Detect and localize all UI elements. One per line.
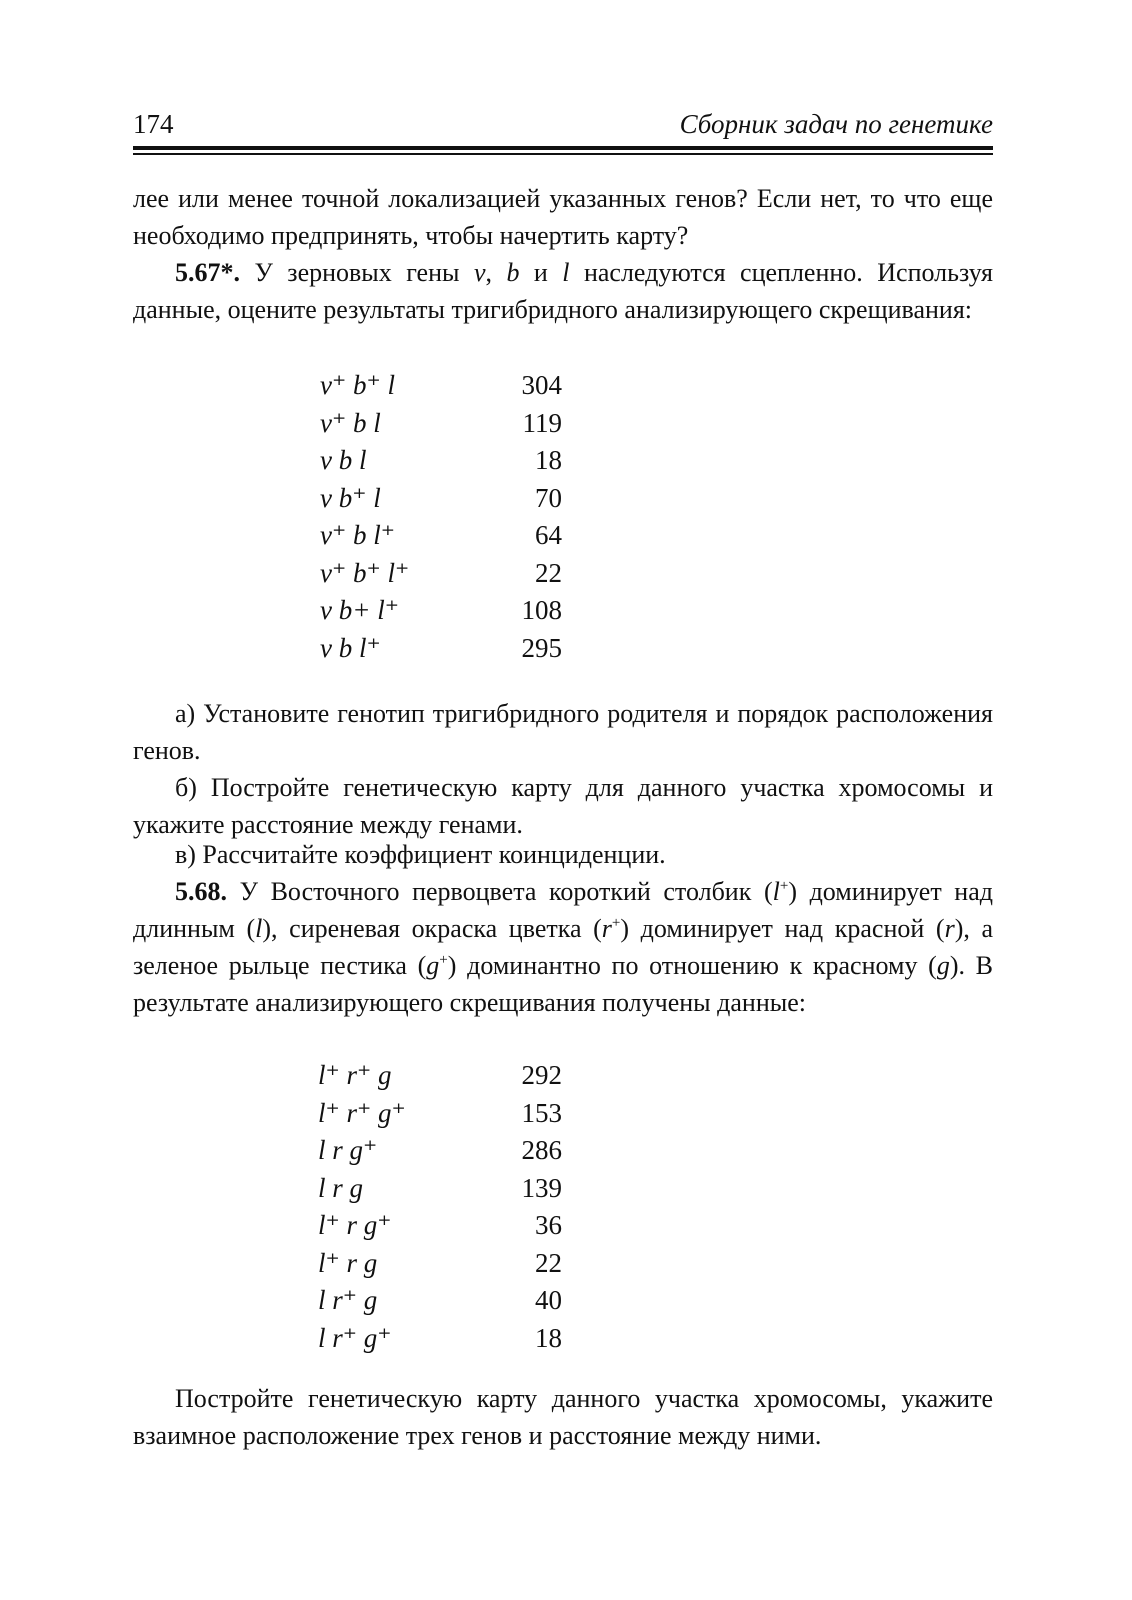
count-cell: 286 [521, 1135, 562, 1165]
statement-text: ), а зеленое рыльце пестика ( [133, 914, 994, 980]
cross-results-table-5-67 [320, 370, 562, 670]
genotype-cell: v⁺ b⁺ l [320, 370, 395, 400]
table-row [320, 370, 562, 408]
count-cell: 18 [535, 1322, 562, 1353]
problem-number: 5.67*. [175, 258, 240, 287]
table-row [318, 1173, 562, 1211]
table-row [318, 1135, 562, 1173]
table-row [320, 408, 562, 446]
count-cell: 108 [521, 595, 562, 625]
statement-text: , [485, 258, 507, 287]
genotype-cell: l r g⁺ [318, 1135, 378, 1165]
count-cell: 36 [535, 1210, 562, 1240]
page-number: 174 [133, 109, 174, 139]
count-cell: 304 [521, 370, 562, 400]
problem-5-67-statement [133, 254, 993, 328]
gene-symbol: r [601, 914, 612, 943]
statement-text: У зерновых гены [240, 258, 474, 287]
genotype-cell: v b l [320, 445, 367, 475]
table-row [318, 1285, 562, 1323]
table-row [320, 483, 562, 521]
genotype-cell: v⁺ b⁺ l⁺ [320, 557, 410, 588]
count-cell: 292 [521, 1060, 562, 1090]
gene-symbol: v [473, 258, 486, 287]
statement-text: ), сиреневая окраска цветка ( [262, 914, 602, 943]
gene-symbol: b [506, 258, 520, 287]
statement-text: ) доминирует над красной ( [620, 914, 945, 943]
genotype-cell: l r g [318, 1172, 364, 1203]
count-cell: 64 [535, 520, 562, 550]
gene-symbol: g [426, 951, 440, 980]
plus-mark: + [439, 952, 448, 968]
genotype-cell: v⁺ b l⁺ [320, 520, 395, 550]
table-row [318, 1098, 562, 1136]
genotype-cell: v b⁺ l [320, 482, 381, 513]
question-c: в) Рассчитайте коэффициент коинциденции. [175, 840, 666, 869]
table-row [320, 520, 562, 558]
header-rule-thick [133, 146, 993, 150]
question-b: б) Постройте генетическую карту для данного участка хромосомы и укажите расстояние между генами. [133, 773, 993, 839]
count-cell: 295 [521, 632, 562, 663]
plus-mark: + [611, 915, 621, 931]
running-title: Сборник задач по генетике [679, 109, 993, 139]
statement-text: ) доминирует над длинным ( [133, 877, 993, 943]
genotype-cell: l⁺ r⁺ g⁺ [318, 1097, 406, 1128]
problem-5-68-statement [133, 873, 993, 1021]
table-row [320, 558, 562, 596]
table-row [318, 1210, 562, 1248]
table-row [320, 595, 562, 633]
header-rule-thin [133, 153, 993, 155]
count-cell: 139 [521, 1172, 562, 1203]
cross-results-table-5-68 [318, 1060, 562, 1360]
count-cell: 40 [535, 1285, 562, 1315]
genotype-cell: v⁺ b l [320, 407, 381, 438]
table-row [318, 1323, 562, 1361]
genotype-cell: l⁺ r g [318, 1247, 378, 1278]
statement-text: и [519, 258, 563, 287]
closing-task: Постройте генетическую карту данного участка хромосомы, укажите взаимное расположение трех генов и расстояние между ними. [133, 1384, 993, 1450]
statement-text: наследуются сцепленно. Используя данные, оцените результаты тригибридного анализирующего скрещивания: [133, 258, 994, 324]
plus-mark: + [779, 878, 789, 894]
count-cell: 22 [535, 557, 562, 588]
genotype-cell: l⁺ r g⁺ [318, 1210, 392, 1240]
intro-paragraph: лее или менее точной локализацией указанных генов? Если нет, то что еще необходимо предпринять, чтобы начертить карту? [133, 184, 993, 250]
count-cell: 119 [522, 407, 562, 438]
table-row [318, 1248, 562, 1286]
gene-symbol: g [936, 951, 950, 980]
gene-symbol: l [772, 877, 780, 906]
statement-text: ). В результате анализирующего скрещивания получены данные: [133, 951, 993, 1017]
genotype-cell: v b l⁺ [320, 632, 381, 663]
statement-text: У Восточного первоцвета короткий столбик ( [227, 877, 773, 906]
statement-text: ) доминантно по отношению к красному ( [447, 951, 937, 980]
genotype-cell: v b+ l⁺ [320, 595, 399, 625]
genotype-cell: l r⁺ g⁺ [318, 1322, 392, 1353]
table-row [320, 445, 562, 483]
gene-symbol: l [562, 258, 570, 287]
question-a: а) Установите генотип тригибридного родителя и порядок расположения генов. [133, 699, 993, 765]
count-cell: 18 [535, 445, 562, 475]
count-cell: 153 [521, 1097, 562, 1128]
count-cell: 70 [535, 482, 562, 513]
genotype-cell: l r⁺ g [318, 1285, 378, 1315]
count-cell: 22 [535, 1247, 562, 1278]
genotype-cell: l⁺ r⁺ g [318, 1060, 392, 1090]
problem-number: 5.68. [175, 877, 227, 906]
gene-symbol: r [944, 914, 955, 943]
table-row [318, 1060, 562, 1098]
page-header [133, 100, 993, 140]
gene-symbol: l [255, 914, 263, 943]
table-row [320, 633, 562, 671]
